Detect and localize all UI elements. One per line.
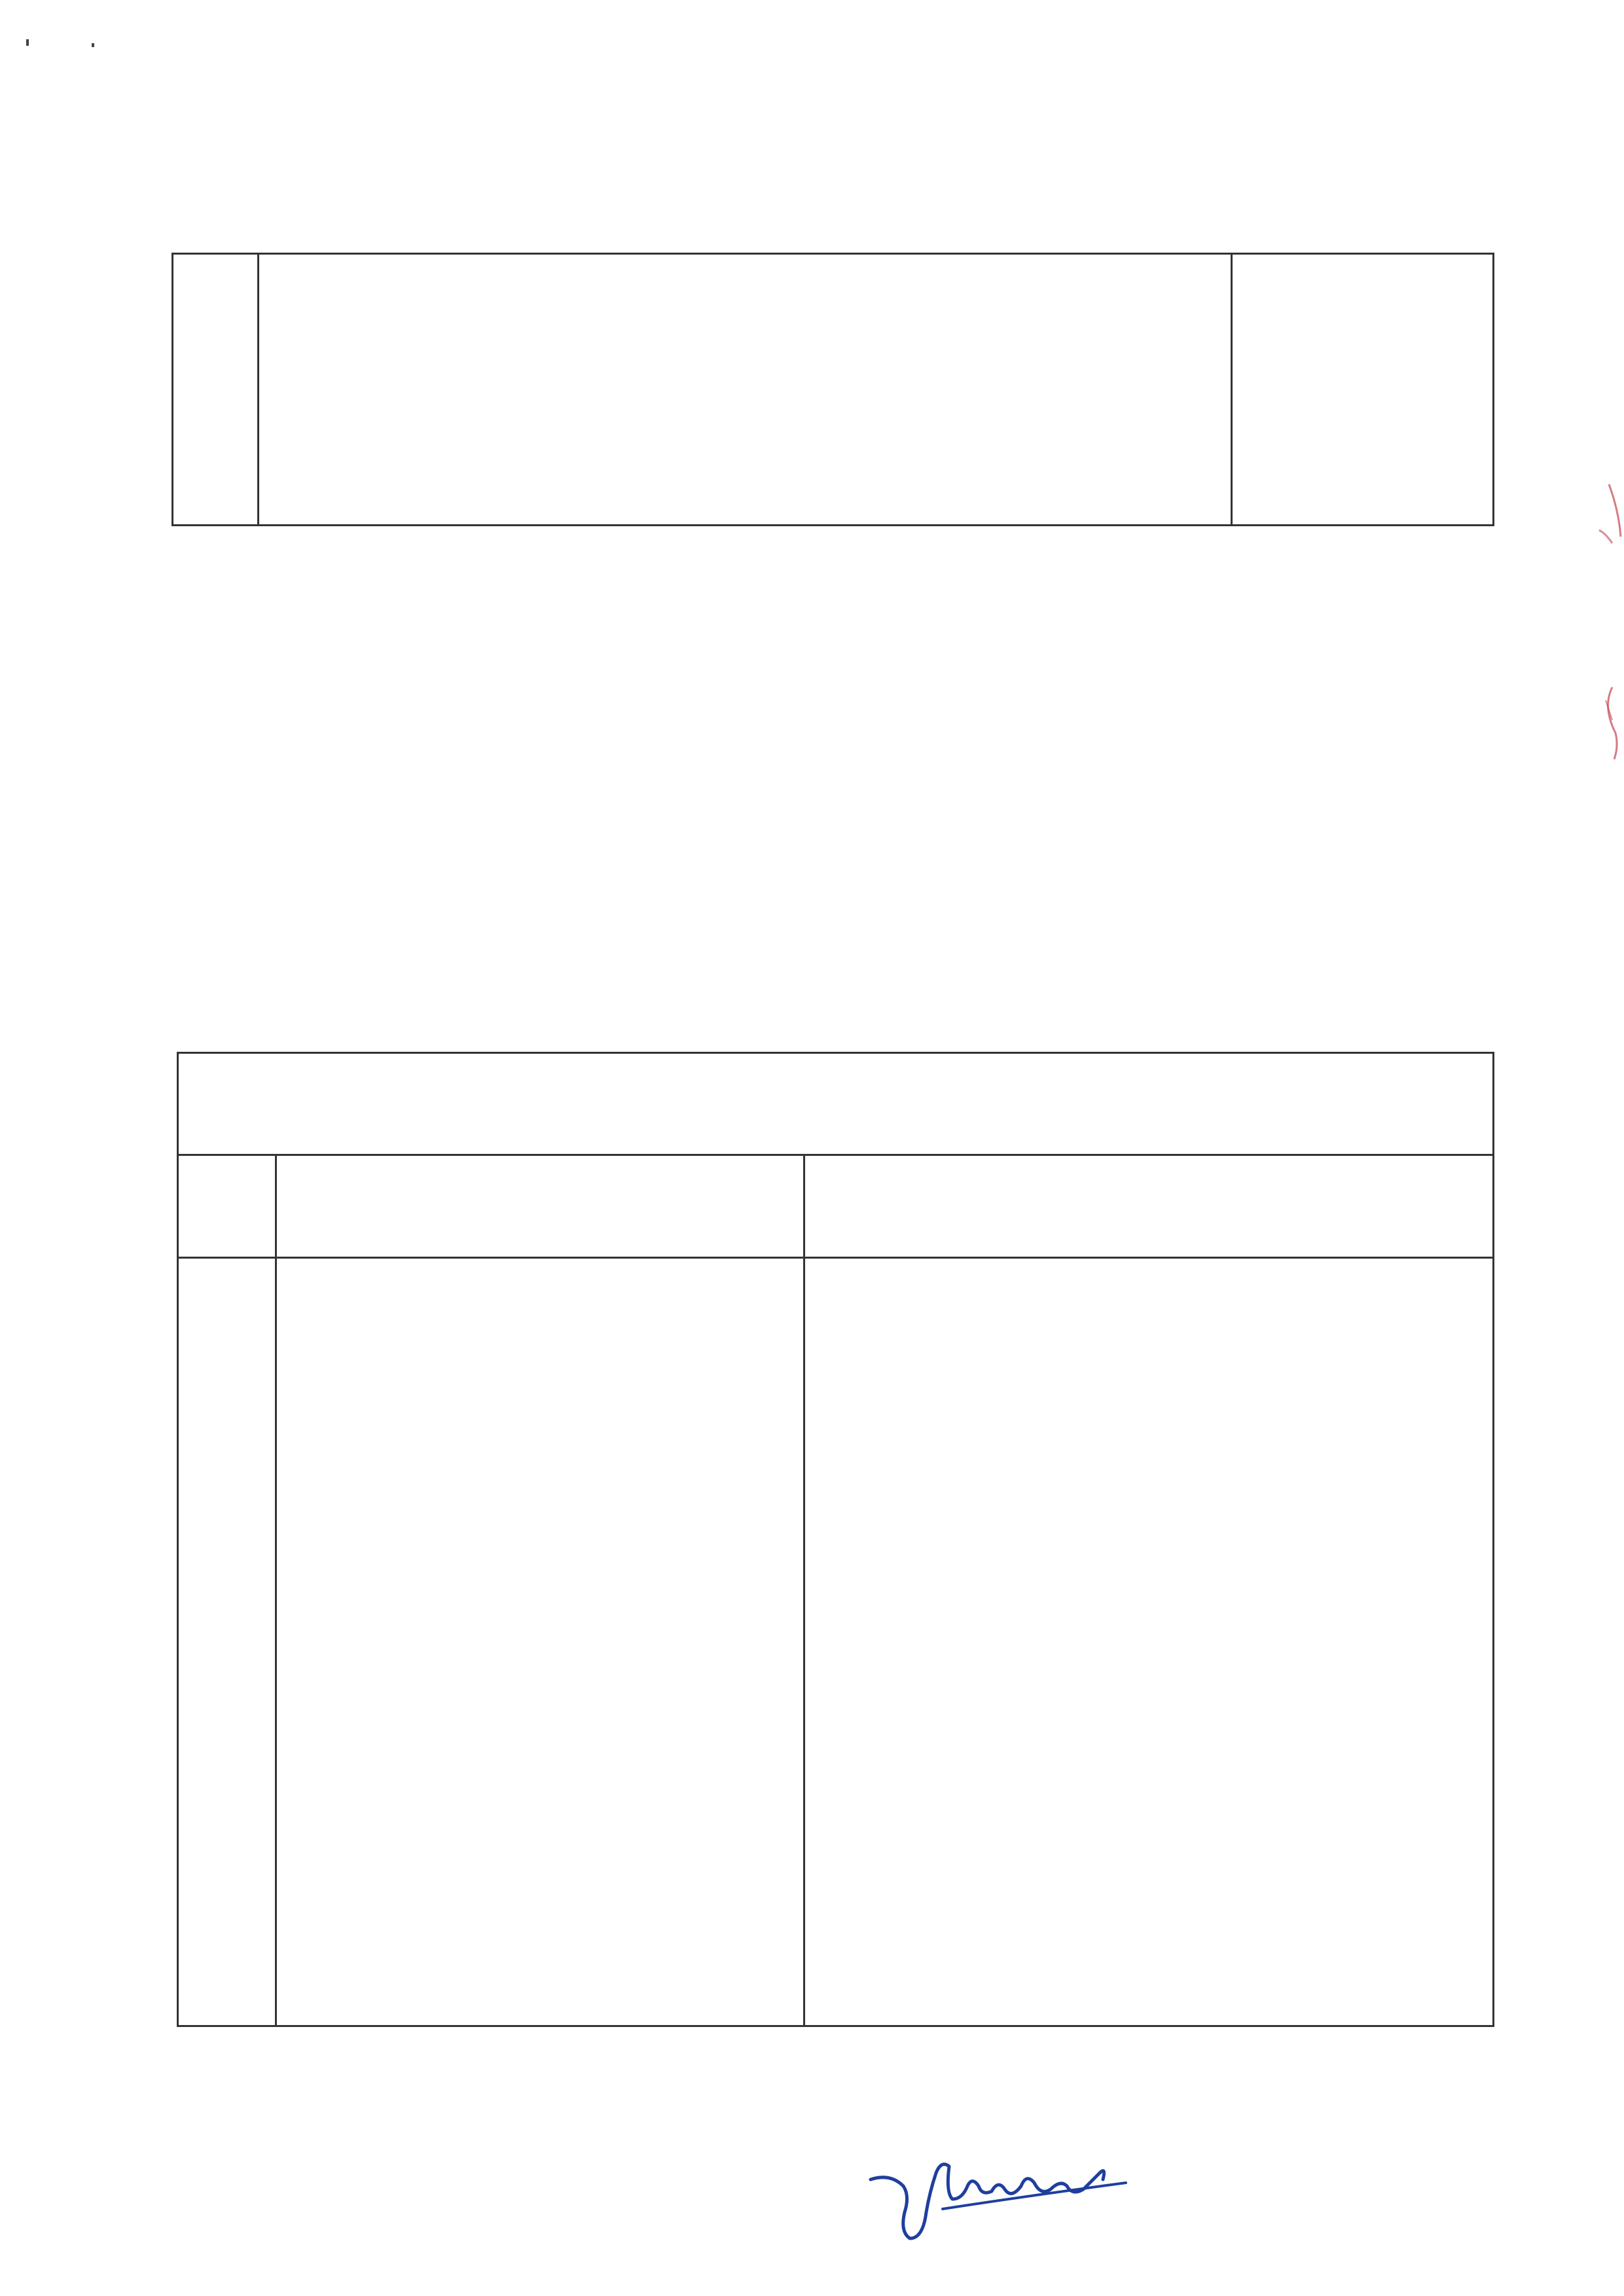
purpose-table <box>177 1052 1494 2027</box>
corner-dot-1 <box>26 39 29 46</box>
purpose-table-header-divider <box>177 1257 1494 1259</box>
purpose-table-heading-divider <box>177 1154 1494 1156</box>
corner-dot-2 <box>92 43 94 47</box>
margin-stamp-mark <box>1583 471 1624 779</box>
top-table <box>171 253 1494 526</box>
purpose-table-col-divider-1 <box>275 1154 277 2027</box>
top-table-col-divider-1 <box>257 253 259 526</box>
signature-mark <box>864 2134 1139 2251</box>
top-table-col-divider-2 <box>1231 253 1233 526</box>
purpose-table-col-divider-2 <box>803 1154 805 2027</box>
